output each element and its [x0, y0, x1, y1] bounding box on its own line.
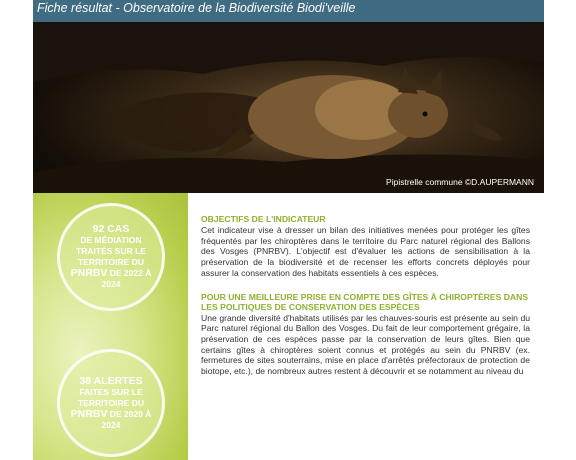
bat-head [388, 90, 448, 138]
stat-emph: PNRBV [70, 267, 108, 279]
stat-text-mediation [60, 224, 162, 290]
stat-circle-mediation [57, 203, 165, 311]
section-body-objectifs: Cet indicateur vise à dresser un bilan des initiatives menées pour protéger les gîtes fréquentés par les chiroptères dans le territoire du Parc naturel régional des Ballons des Vosges (PNRBV). L'objectif est d'évaluer les actions de sensibilisation à la préservation de la biodiversité et de recenser les efforts concrets déployés pour assurer la conservation des habitats essentiels à ces espèces. [201, 225, 530, 278]
photo-credit: Pipistrelle commune ©D.AUPERMANN [386, 177, 534, 187]
bat-photo [33, 22, 544, 193]
section-title-objectifs: OBJECTIFS DE L'INDICATEUR [201, 214, 326, 224]
main-content [201, 214, 530, 377]
stat-body: DE MÉDIATION TRAITÉS SUR LE TERRITOIRE DU [76, 235, 146, 267]
stat-lead: 38 ALERTES [79, 374, 143, 387]
bat-foot [473, 122, 503, 140]
header-bar [33, 0, 544, 22]
stat-emph: PNRBV [70, 407, 108, 420]
rock-bottom [33, 154, 544, 193]
bat-ear-left [398, 67, 418, 94]
bat-eye [423, 112, 428, 117]
sidebar-stats [33, 193, 188, 460]
section-title-gites: POUR UNE MEILLEURE PRISE EN COMPTE DES GÎTES À CHIROPTÈRES DANS LES POLITIQUES DE CONSERVATION DES ESPÈCES [201, 291, 529, 312]
bat-illustration [33, 22, 544, 193]
stat-text-alertes [60, 376, 162, 431]
section-body-gites: Une grande diversité d'habitats utilisés par les chauves-souris est présente au sein du Parc naturel régional du Ballon des Vosges. Du fait de leur comportement grégaire, la préservation de ces espèces passe par la conservation de leurs gîtes. Bien que certains gîtes à chiroptères soient connus et protégés au sein du PNRBV (ex. fermetures de sites souterrains, mise en place d'arrêtés préfectoraux de protection de biotope, etc.), de nombreux autres restent à découvrir et se notamment au niveau du [201, 312, 530, 377]
header-title: Fiche résultat - Observatoire de la Biodiversité Biodi'veille [37, 1, 356, 15]
stat-tail: DE 2022 À 2024 [101, 268, 152, 289]
stat-tail: DE 2020 À 2024 [101, 408, 152, 430]
stat-lead: 92 CAS [92, 223, 130, 235]
stat-circle-alertes [57, 349, 165, 457]
stat-body: FAITES SUR LE TERRITOIRE DU [78, 386, 144, 408]
rock-top [33, 22, 544, 82]
